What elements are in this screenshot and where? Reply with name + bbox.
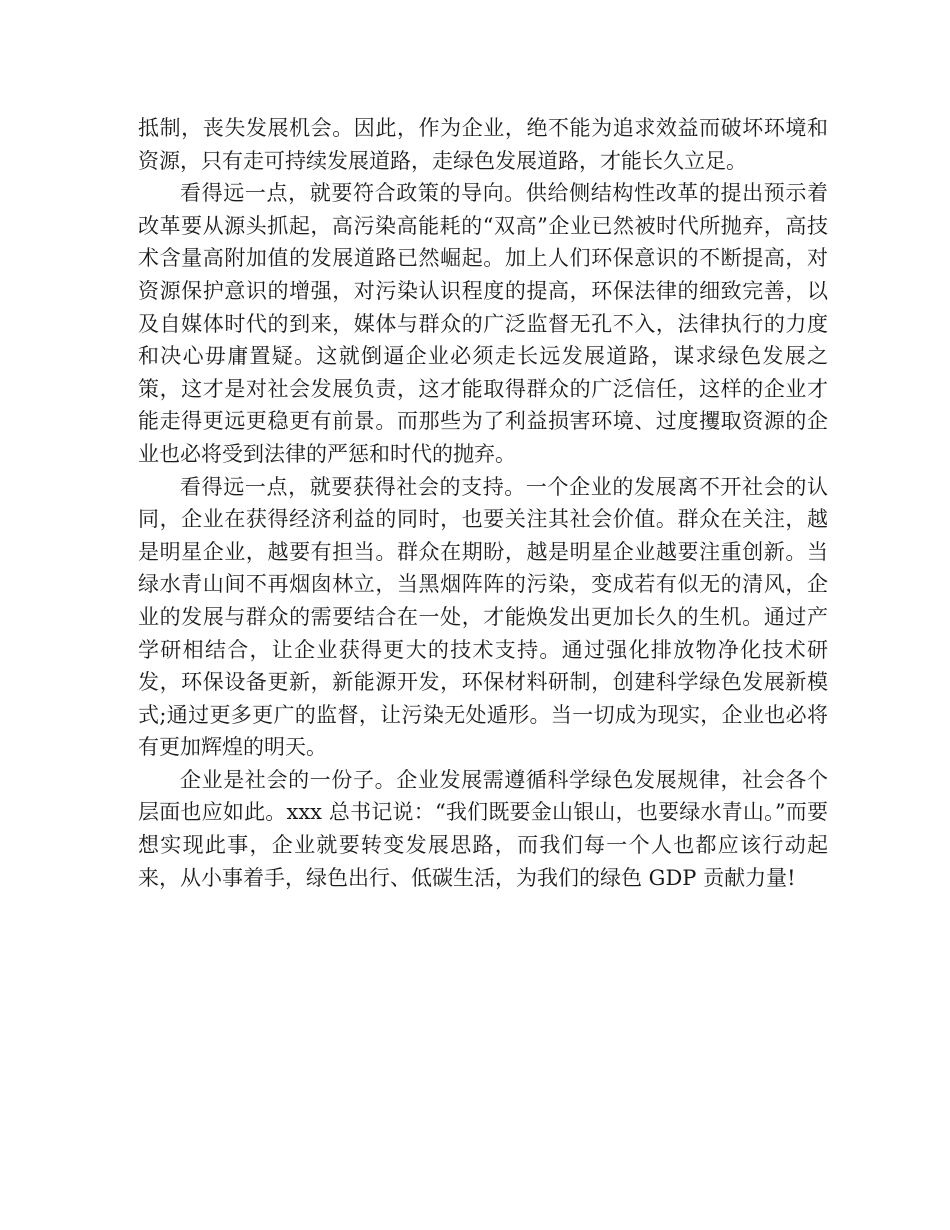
document-body <box>138 112 828 894</box>
paragraph-policy-guidance: 看得远一点，就要符合政策的导向。供给侧结构性改革的提出预示着改革要从源头抓起，高污染高能耗的“双高”企业已然被时代所抛弃，高技术含量高附加值的发展道路已然崛起。加上人们环保意识的不断提高，对资源保护意识的增强，对污染认识程度的提高，环保法律的细致完善，以及自媒体时代的到来，媒体与群众的广泛监督无孔不入，法律执行的力度和决心毋庸置疑。这就倒逼企业必须走长远发展道路，谋求绿色发展之策，这才是对社会发展负责，这才能取得群众的广泛信任，这样的企业才能走得更远更稳更有前景。而那些为了利益损害环境、过度攫取资源的企业也必将受到法律的严惩和时代的抛弃。 <box>138 181 828 466</box>
paragraph-continuation: 抵制，丧失发展机会。因此，作为企业，绝不能为追求效益而破坏环境和资源，只有走可持续发展道路，走绿色发展道路，才能长久立足。 <box>138 116 828 173</box>
paragraph-conclusion: 企业是社会的一份子。企业发展需遵循科学绿色发展规律，社会各个层面也应如此。xxx 总书记说：“我们既要金山银山，也要绿水青山。”而要想实现此事，企业就要转变发展思路，而我们每一个人也都应该行动起来，从小事着手，绿色出行、低碳生活，为我们的绿色 GDP 贡献力量! <box>138 767 828 890</box>
paragraph-social-support: 看得远一点，就要获得社会的支持。一个企业的发展离不开社会的认同，企业在获得经济利益的同时，也要关注其社会价值。群众在关注，越是明星企业，越要有担当。群众在期盼，越是明星企业越要注重创新。当绿水青山间不再烟囱林立，当黑烟阵阵的污染，变成若有似无的清风，企业的发展与群众的需要结合在一处，才能焕发出更加长久的生机。通过产学研相结合，让企业获得更大的技术支持。通过强化排放物净化技术研发，环保设备更新，新能源开发，环保材料研制，创建科学绿色发展新模式;通过更多更广的监督，让污染无处遁形。当一切成为现实，企业也必将有更加辉煌的明天。 <box>138 474 828 760</box>
